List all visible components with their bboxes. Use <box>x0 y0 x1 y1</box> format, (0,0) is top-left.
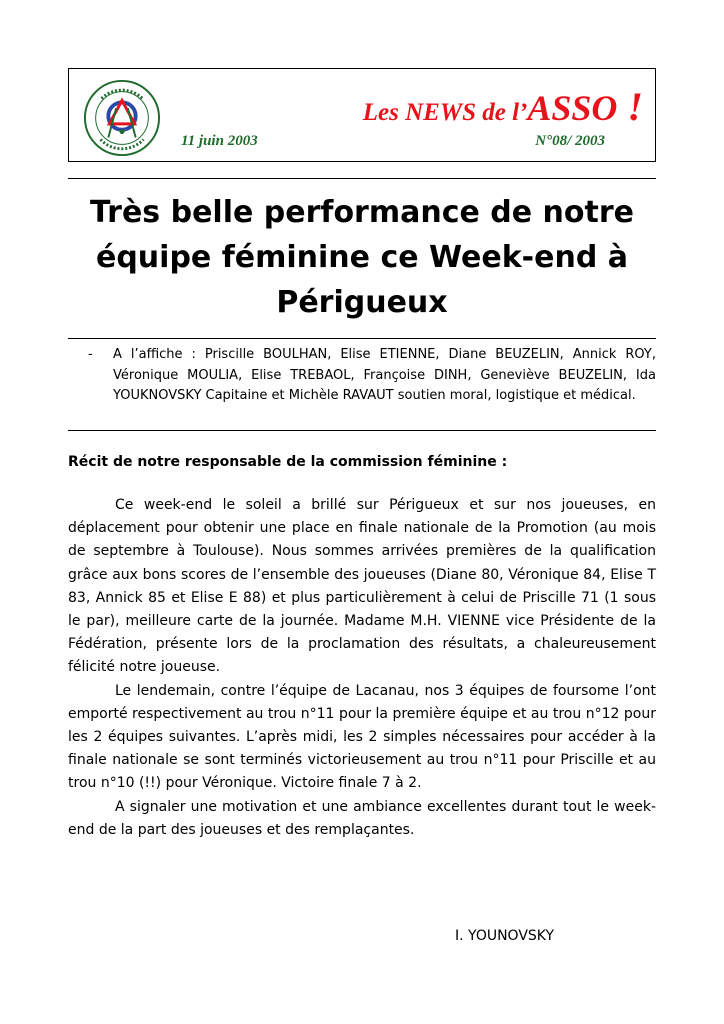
team-lineup <box>88 345 656 407</box>
divider-top <box>68 178 656 179</box>
title-part-2: ASSO <box>527 88 618 128</box>
team-lineup-text: A l’affiche : Priscille BOULHAN, Elise ETIENNE, Diane BEUZELIN, Annick ROY, Véronique MOULIA, Elise TREBAOL, Françoise DINH, Geneviève BEUZELIN, Ida YOUKNOVSKY Capitaine et Michèle RAVAUT soutien moral, logistique et médical. <box>113 347 656 403</box>
title-part-1: Les NEWS de l’ <box>362 99 528 126</box>
issue-date: 11 juin 2003 <box>181 133 258 149</box>
bullet-dash: - <box>88 347 93 362</box>
headline <box>68 190 656 325</box>
issue-number: N°08/ 2003 <box>535 133 605 149</box>
article-paragraph-1: Ce week-end le soleil a brillé sur Périgueux et sur nos joueuses, en déplacement pour obtenir une place en finale nationale de la Promotion (au mois de septembre à Toulouse). Nous sommes arrivées premières de la qualification grâce aux bons scores de l’ensemble des joueuses (Diane 80, Véronique 84, Elise T 83, Annick 85 et Elise E 88) et plus particulièrement à celui de Priscille 71 (1 sous le par), meilleure carte de la journée. Madame M.H. VIENNE vice Présidente de la Fédération, présente lors de la proclamation des résultats, a chaleureusement félicité notre joueuse. <box>68 497 656 676</box>
article-paragraph-2: Le lendemain, contre l’équipe de Lacanau, nos 3 équipes de foursome l’ont emporté respectivement au trou n°11 pour la première équipe et au trou n°12 pour les 2 équipes suivantes. L’après midi, les 2 simples nécessaires pour accéder à la finale nationale se sont terminés victorieusement au trou n°11 pour Priscille et au trou n°10 (!!) pour Véronique. Victoire finale 7 à 2. <box>68 682 656 792</box>
article-subheading: Récit de notre responsable de la commission féminine : <box>68 454 508 470</box>
golf-club-logo-icon <box>83 79 161 157</box>
title-part-3: ! <box>617 84 643 129</box>
headline-line-3: Périgueux <box>276 285 448 320</box>
article-paragraph-3: A signaler une motivation et une ambiance excellentes durant tout le week-end de la part des joueuses et des remplaçantes. <box>68 798 656 838</box>
divider-affiche-bottom <box>68 430 656 431</box>
newsletter-title <box>363 83 643 130</box>
divider-affiche-top <box>68 338 656 339</box>
author-signature: I. YOUNOVSKY <box>455 928 555 944</box>
headline-line-1: Très belle performance de notre <box>89 195 634 230</box>
newsletter-header <box>68 68 656 162</box>
article-body <box>68 494 656 842</box>
headline-line-2: équipe féminine ce Week-end à <box>95 240 629 275</box>
